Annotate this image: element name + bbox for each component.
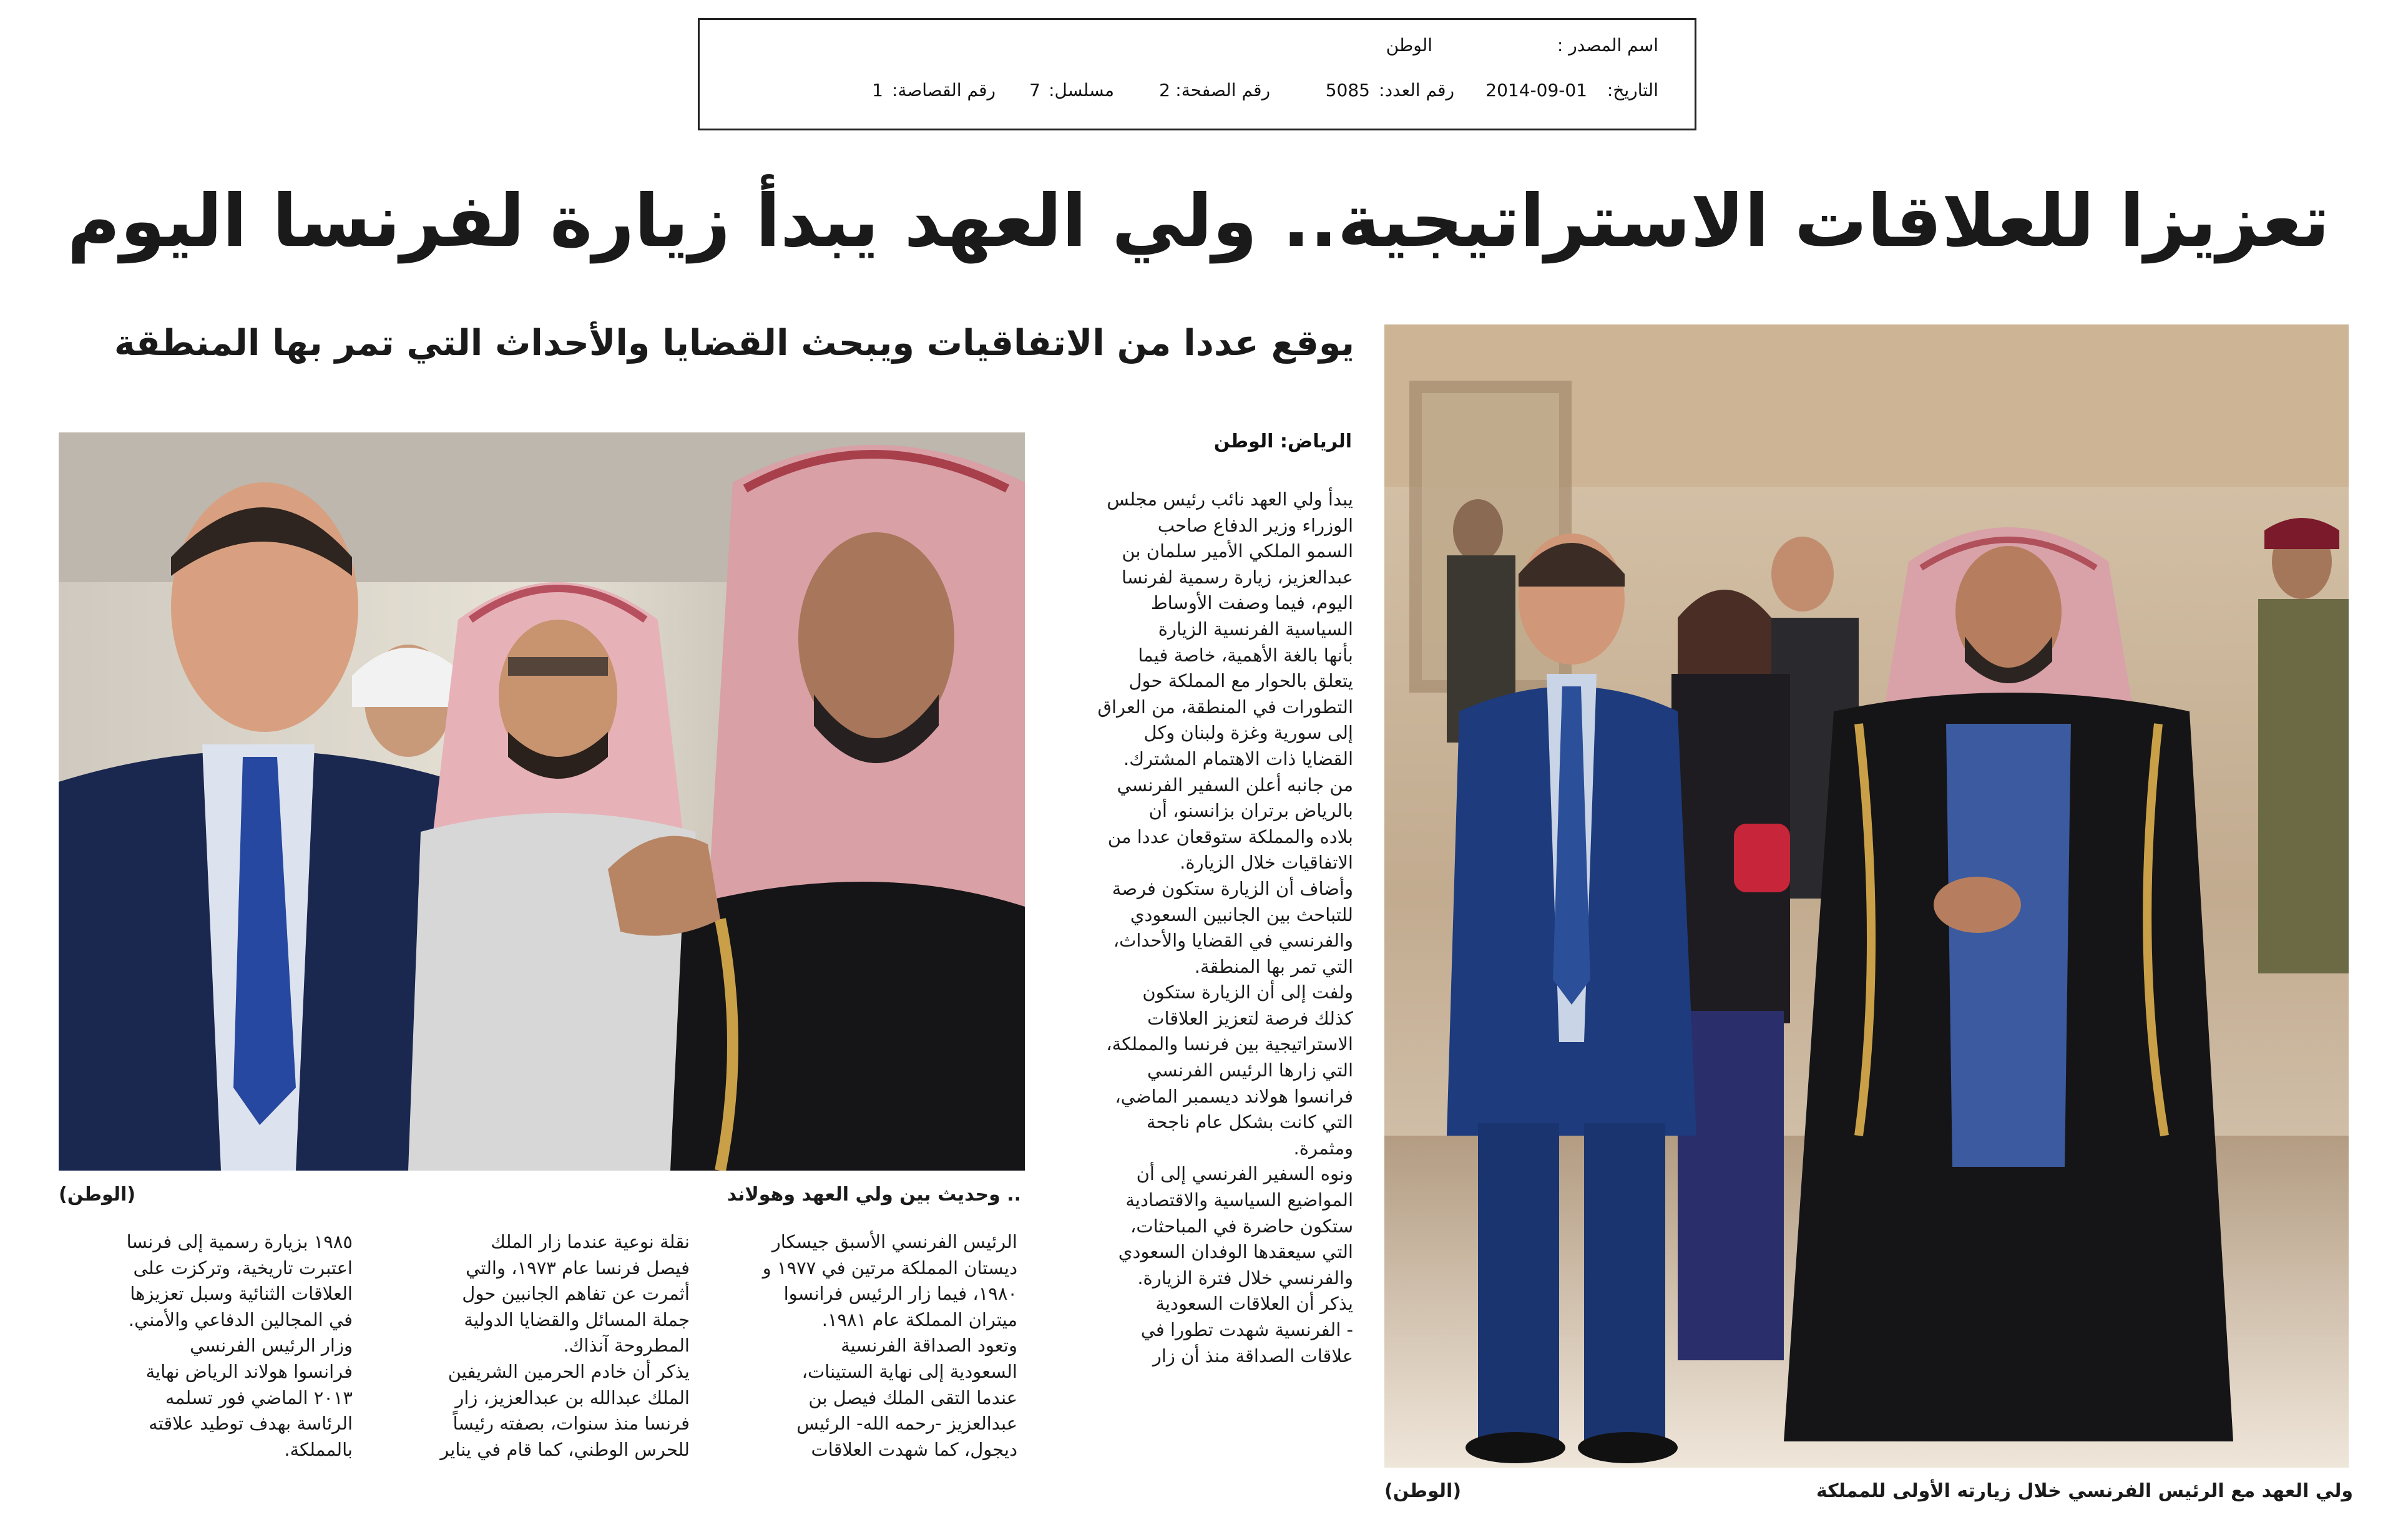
source-line xyxy=(700,35,1695,60)
article-line: في المجالين الدفاعي والأمني. xyxy=(128,1309,353,1330)
source-metadata-box xyxy=(698,18,1696,130)
article-line: إلى سورية وغزة ولبنان وكل xyxy=(1143,722,1353,744)
article-line: عبدالعزيز، زيارة رسمية لفرنسا xyxy=(1121,566,1353,588)
article-line: الاستراتيجية بين فرنسا والمملكة، xyxy=(1106,1033,1353,1055)
article-line: يتعلق بالحوار مع المملكة حول xyxy=(1128,670,1353,692)
article-line: بلاده والمملكة ستوقعان عددا من xyxy=(1107,826,1353,847)
photo-left-credit: (الوطن) xyxy=(59,1184,136,1206)
article-line: السمو الملكي الأمير سلمان بن xyxy=(1122,540,1353,562)
headline: تعزيزا للعلاقات الاستراتيجية.. ولي العهد يبدأ زيارة لفرنسا اليوم xyxy=(67,179,2330,263)
photo-crown-prince-with-french-president xyxy=(1384,324,2349,1468)
article-line: التطورات في المنطقة، من العراق xyxy=(1097,696,1353,718)
article-line: اليوم، فيما وصفت الأوساط xyxy=(1150,592,1353,614)
clip-value: 1 xyxy=(872,80,883,100)
article-line: التي زارها الرئيس الفرنسي xyxy=(1147,1060,1353,1081)
article-line: التي سيعقدها الوفدان السعودي xyxy=(1118,1241,1353,1263)
article-line: وأضاف أن الزيارة ستكون فرصة xyxy=(1112,877,1353,899)
page-value: 2 xyxy=(1159,80,1170,100)
photo-left-caption: .. وحديث بين ولي العهد وهولاند xyxy=(727,1184,1021,1206)
article-line: ١٩٨٠، فيما زار الرئيس فرانسوا xyxy=(783,1283,1017,1305)
article-line: والفرنسي في القضايا والأحداث، xyxy=(1113,930,1353,952)
article-line: كذلك فرصة لتعزيز العلاقات xyxy=(1147,1007,1353,1029)
article-line: ومثمرة. xyxy=(1293,1137,1353,1159)
issue-value: 5085 xyxy=(1325,80,1370,100)
article-line: القضايا ذات الاهتمام المشترك. xyxy=(1123,748,1353,769)
article-line: العلاقات الثنائية وسبل تعزيزها xyxy=(130,1283,353,1305)
article-line: اعتبرت تاريخية، وتركزت على xyxy=(133,1257,353,1279)
serial-value: 7 xyxy=(1029,80,1040,100)
article-line: الرئيس الفرنسي الأسبق جيسكار xyxy=(771,1231,1017,1252)
article-line: والفرنسي خلال فترة الزيارة. xyxy=(1137,1267,1353,1289)
article-line: المواضيع السياسية والاقتصادية xyxy=(1125,1189,1353,1211)
article-line: فرانسوا هولاند الرياض نهاية xyxy=(145,1360,353,1382)
article-line: ديجول، كما شهدت العلاقات xyxy=(811,1438,1017,1460)
article-line: ١٩٨٥ بزيارة رسمية إلى فرنسا xyxy=(126,1231,353,1252)
photo-right-credit: (الوطن) xyxy=(1384,1480,1462,1502)
article-line: التي كانت بشكل عام ناجحة xyxy=(1147,1111,1353,1133)
article-line: الملك عبدالله بن عبدالعزيز، زار xyxy=(455,1386,690,1408)
article-line: ميتران المملكة عام ١٩٨١. xyxy=(821,1309,1017,1330)
article-line: من جانبه أعلن السفير الفرنسي xyxy=(1117,774,1353,796)
article-line: أثمرت عن تفاهم الجانبين حول xyxy=(462,1283,690,1305)
article-line: بالمملكة. xyxy=(284,1438,353,1460)
article-line: المطروحة آنذاك. xyxy=(563,1335,690,1357)
article-line: جملة المسائل والقضايا الدولية xyxy=(464,1309,690,1330)
article-line: بأنها بالغة الأهمية، خاصة فيما xyxy=(1138,644,1353,666)
article-line: للحرس الوطني، كما قام في يناير xyxy=(440,1438,690,1460)
subheadline: يوقع عددا من الاتفاقيات ويبحث القضايا والأحداث التي تمر بها المنطقة xyxy=(114,323,1354,364)
article-line: علاقات الصداقة منذ أن زار xyxy=(1152,1345,1353,1367)
issue-label: رقم العدد: xyxy=(1379,80,1454,100)
article-line: للتباحث بين الجانبين السعودي xyxy=(1130,904,1353,925)
date-label: التاريخ: xyxy=(1607,80,1658,100)
article-column-3 xyxy=(393,1229,690,1491)
date-value: 2014-09-01 xyxy=(1485,80,1587,100)
article-line: التي تمر بها المنطقة. xyxy=(1194,955,1353,977)
article-line: بالرياض برتران بزانسنو، أن xyxy=(1148,800,1353,822)
article-line: - الفرنسية شهدت تطورا في xyxy=(1140,1319,1353,1340)
article-line: يبدأ ولي العهد نائب رئيس مجلس xyxy=(1107,489,1353,510)
article-column-4 xyxy=(69,1229,353,1491)
clip-label: رقم القصاصة: xyxy=(892,80,996,100)
article-line: وزار الرئيس الفرنسي xyxy=(190,1335,353,1357)
article-line: وتعود الصداقة الفرنسية xyxy=(841,1335,1017,1357)
photo-conversation-crown-prince-hollande xyxy=(59,432,1025,1171)
article-line: ستكون حاضرة في المباحثات، xyxy=(1130,1215,1353,1237)
article-line: يذكر أن خادم الحرمين الشريفين xyxy=(448,1360,690,1382)
serial-label: مسلسل: xyxy=(1049,80,1114,100)
article-line: نقلة نوعية عندما زار الملك xyxy=(491,1231,690,1252)
article-line: عندما التقى الملك فيصل بن xyxy=(808,1386,1017,1408)
article-line: الوزراء وزير الدفاع صاحب xyxy=(1157,514,1353,536)
source-value: الوطن xyxy=(1386,35,1432,56)
article-line: الاتفاقيات خلال الزيارة. xyxy=(1180,852,1353,874)
article-column-main xyxy=(1049,487,1353,1510)
photo-right-caption: ولي العهد مع الرئيس الفرنسي خلال زيارته الأولى للمملكة xyxy=(1816,1480,2353,1502)
article-line: الرئاسة بهدف توطيد علاقته xyxy=(149,1413,353,1435)
article-line: ونوه السفير الفرنسي إلى أن xyxy=(1136,1163,1353,1185)
dateline: الرياض: الوطن xyxy=(1213,431,1352,452)
article-line: السعودية إلى نهاية الستينات، xyxy=(801,1360,1017,1382)
article-line: فرانسوا هولاند ديسمبر الماضي، xyxy=(1115,1085,1353,1107)
article-line: يذكر أن العلاقات السعودية xyxy=(1155,1293,1353,1315)
page-label: رقم الصفحة: xyxy=(1175,80,1270,100)
article-column-2 xyxy=(743,1229,1017,1491)
issue-line xyxy=(700,80,1695,105)
article-line: فرنسا منذ سنوات، بصفته رئيساً xyxy=(453,1413,690,1435)
article-line: فيصل فرنسا عام ١٩٧٣، والتي xyxy=(466,1257,690,1279)
article-line: ديستان المملكة مرتين في ١٩٧٧ و xyxy=(762,1257,1017,1279)
article-line: عبدالعزيز -رحمه الله- الرئيس xyxy=(796,1413,1017,1435)
article-line: ولفت إلى أن الزيارة ستكون xyxy=(1142,982,1353,1003)
article-line: ٢٠١٣ الماضي فور تسلمه xyxy=(165,1386,353,1408)
article-line: السياسية الفرنسية الزيارة xyxy=(1158,618,1353,640)
source-label: اسم المصدر : xyxy=(1557,35,1658,56)
